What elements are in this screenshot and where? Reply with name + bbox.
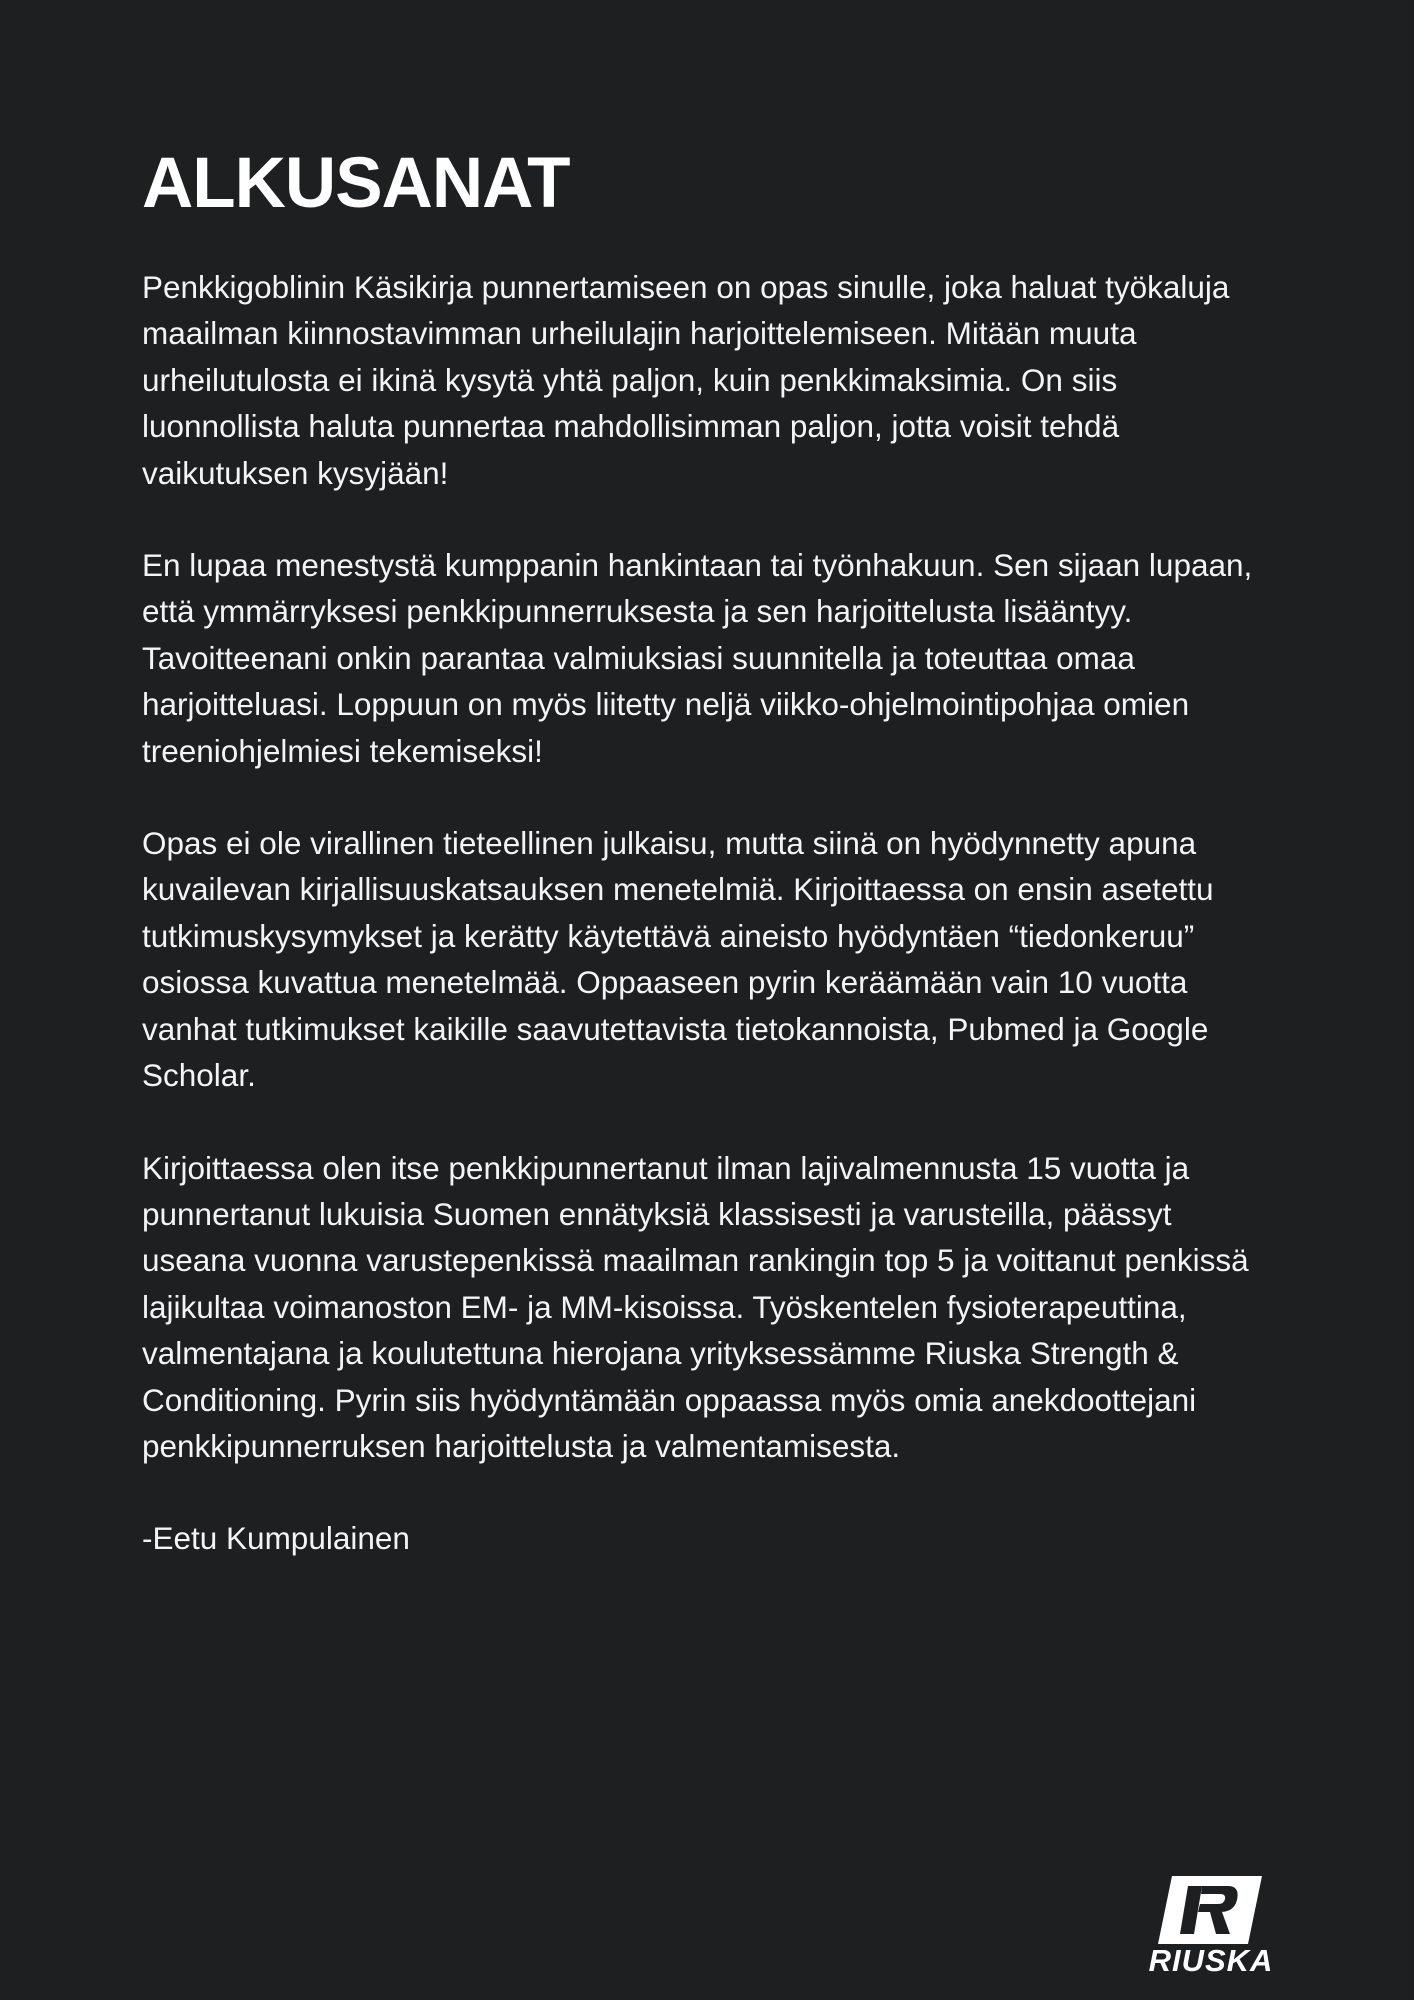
riuska-logo-text: RIUSKA	[1148, 1943, 1274, 1978]
riuska-logo-icon	[1158, 1876, 1262, 1944]
document-body	[142, 140, 1282, 1562]
author-signature: -Eetu Kumpulainen	[142, 1520, 410, 1557]
page-title: ALKUSANAT	[142, 144, 570, 223]
paragraph-promise: En lupaa menestystä kumppanin hankintaan tai työnhakuun. Sen sijaan lupaan, että ymmärryksesi penkkipunnerruksesta ja sen harjoittelusta lisääntyy. Tavoitteenani onkin parantaa valmiuksiasi suunnitella ja toteuttaa omaa harjoitteluasi. Loppuun on myös liitetty neljä viikko-ohjelmointipohjaa omien treeniohjelmiesi tekemiseksi!	[142, 547, 1253, 769]
paragraph-method: Opas ei ole virallinen tieteellinen julkaisu, mutta siinä on hyödynnetty apuna kuvailevan kirjallisuuskatsauksen menetelmiä. Kirjoittaessa on ensin asetettu tutkimuskysymykset ja kerätty käytettävä aineisto hyödyntäen “tiedonkeruu” osiossa kuvattua menetelmää. Oppaaseen pyrin keräämään vain 10 vuotta vanhat tutkimukset kaikille saavutettavista tietokannoista, Pubmed ja Google Scholar.	[142, 825, 1214, 1094]
paragraph-author-background: Kirjoittaessa olen itse penkkipunnertanut ilman lajivalmennusta 15 vuotta ja punnertanut lukuisia Suomen ennätyksiä klassisesti ja varusteilla, päässyt useana vuonna varustepenkissä maailman rankingin top 5 ja voittanut penkissä lajikultaa voimanoston EM- ja MM-kisoissa. Työskentelen fysioterapeuttina, valmentajana ja koulutettuna hierojana yrityksessämme Riuska Strength & Conditioning. Pyrin siis hyödyntämään oppaassa myös omia anekdoottejani penkkipunnerruksen harjoittelusta ja valmentamisesta.	[142, 1149, 1249, 1464]
paragraph-intro: Penkkigoblinin Käsikirja punnertamiseen on opas sinulle, joka haluat työkaluja maailman kiinnostavimman urheilulajin harjoittelemiseen. Mitään muuta urheilutulosta ei ikinä kysytä yhtä paljon, kuin penkkimaksimia. On siis luonnollista haluta punnertaa mahdollisimman paljon, jotta voisit tehdä vaikutuksen kysyjään!	[142, 269, 1230, 491]
riuska-logo	[1136, 1876, 1286, 1978]
